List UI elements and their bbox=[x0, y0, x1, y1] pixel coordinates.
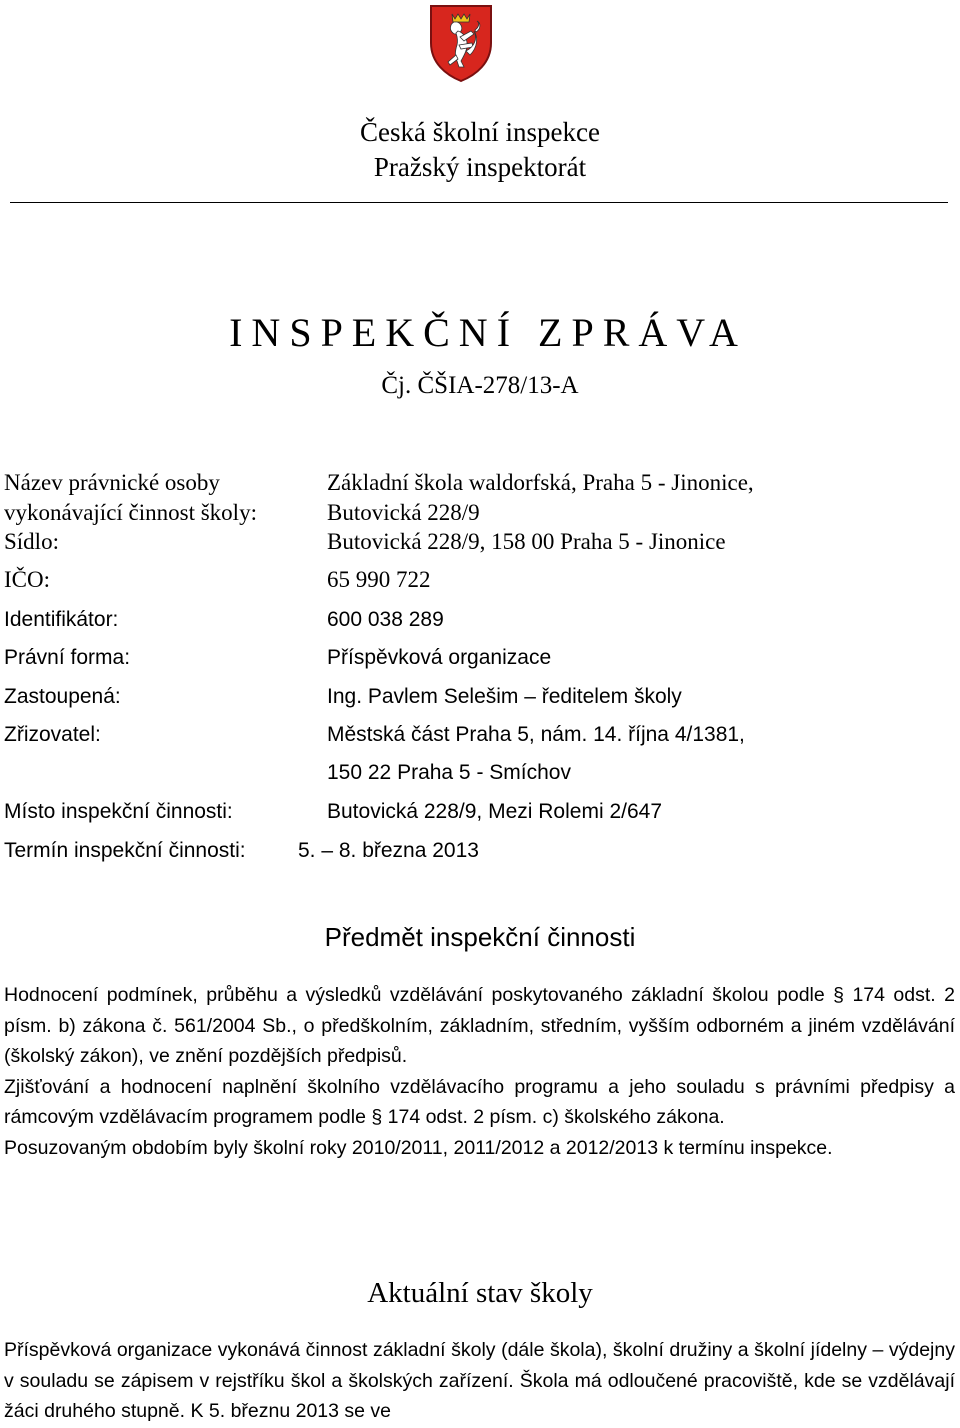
subject-paragraph-2: Zjišťování a hodnocení naplnění školního vzdělávacího programu a jeho souladu s právními předpisy a rámcovým vzdělávacím programem podle § 174 odst. 2 písm. c) školského zákona. bbox=[4, 1075, 955, 1128]
founder-value-line1: Městská část Praha 5, nám. 14. října 4/1381, bbox=[327, 723, 745, 746]
place-value: Butovická 228/9, Mezi Rolemi 2/647 bbox=[327, 800, 663, 823]
institution-name: Česká školní inspekce bbox=[360, 117, 600, 147]
name-label-line1: Název právnické osoby bbox=[4, 470, 220, 495]
subject-heading: Předmět inspekční činnosti bbox=[324, 922, 636, 952]
office-name: Pražský inspektorát bbox=[373, 152, 587, 182]
czech-lion-icon bbox=[428, 3, 494, 83]
represented-label: Zastoupená: bbox=[4, 685, 121, 708]
name-label-line2: vykonávající činnost školy: bbox=[4, 500, 257, 525]
subject-text bbox=[4, 980, 955, 1163]
founder-label: Zřizovatel: bbox=[4, 723, 101, 746]
ico-value: 65 990 722 bbox=[327, 567, 431, 592]
term-label: Termín inspekční činnosti: bbox=[4, 839, 246, 862]
founder-value-line2: 150 22 Praha 5 - Smíchov bbox=[327, 761, 571, 784]
term-value: 5. – 8. března 2013 bbox=[298, 839, 479, 862]
subject-paragraph-3: Posuzovaným obdobím byly školní roky 2010/2011, 2011/2012 a 2012/2013 k termínu inspekce. bbox=[4, 1136, 833, 1159]
report-title: INSPEKČNÍ ZPRÁVA bbox=[229, 310, 747, 355]
coat-of-arms-logo bbox=[428, 3, 494, 83]
current-state-text bbox=[4, 1335, 955, 1427]
seat-label: Sídlo: bbox=[4, 529, 59, 554]
identifier-value: 600 038 289 bbox=[327, 608, 444, 631]
name-value-line1: Základní škola waldorfská, Praha 5 - Jinonice, bbox=[327, 470, 754, 495]
header-divider bbox=[10, 202, 948, 203]
legal-form-label: Právní forma: bbox=[4, 646, 131, 669]
identifier-label: Identifikátor: bbox=[4, 608, 119, 631]
legal-form-value: Příspěvková organizace bbox=[327, 646, 552, 669]
subject-paragraph-1: Hodnocení podmínek, průběhu a výsledků vzdělávání poskytovaného základní školou podle § 174 odst. 2 písm. b) zákona č. 561/2004 Sb., o předškolním, základním, středním, vyšším odborném a jiném vzdělávání (školský zákon), ve znění pozdějších předpisů. bbox=[4, 984, 955, 1067]
place-label: Místo inspekční činnosti: bbox=[4, 800, 233, 823]
seat-value: Butovická 228/9, 158 00 Praha 5 - Jinonice bbox=[327, 529, 726, 554]
ico-label: IČO: bbox=[4, 567, 50, 592]
current-state-heading: Aktuální stav školy bbox=[367, 1277, 593, 1309]
current-state-paragraph-1: Příspěvková organizace vykonává činnost základní školy (dále škola), školní družiny a školní jídelny – výdejny v souladu se zápisem v rejstříku škol a školských zařízení. Škola má odloučené pracoviště, kde se vzdělávají žáci druhého stupně. K 5. březnu 2013 se ve bbox=[4, 1339, 955, 1422]
reference-number: Čj. ČŠIA-278/13-A bbox=[381, 372, 579, 399]
represented-value: Ing. Pavlem Selešim – ředitelem školy bbox=[327, 685, 682, 708]
name-value-line2: Butovická 228/9 bbox=[327, 500, 480, 525]
